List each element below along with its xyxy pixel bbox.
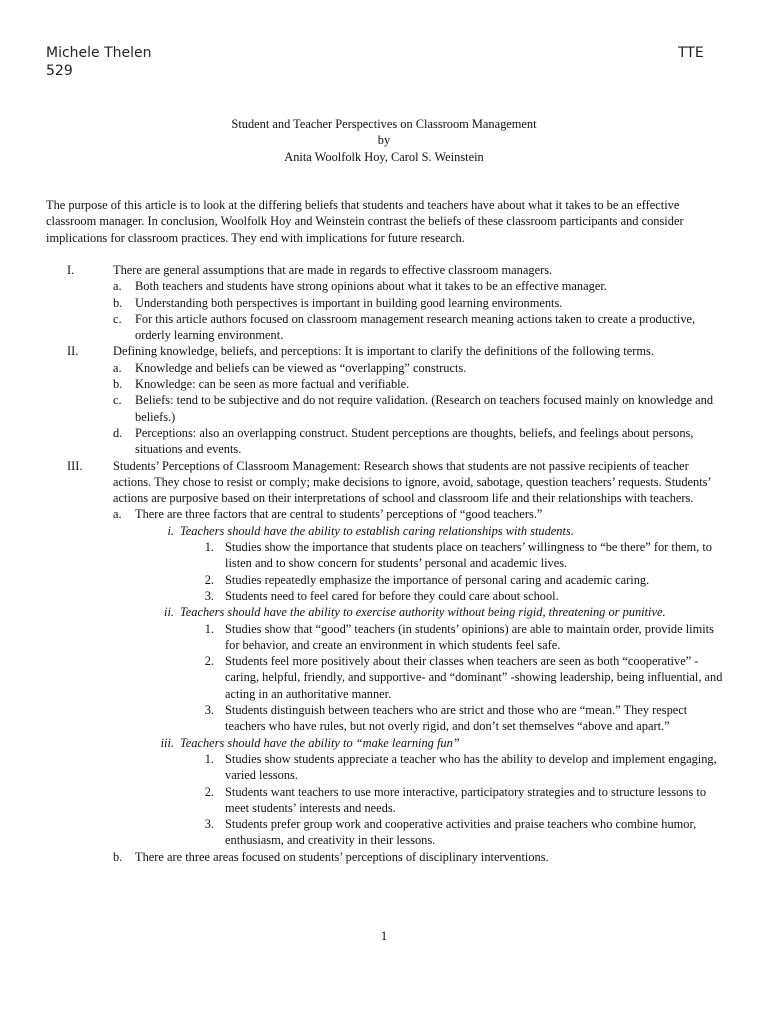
outline-text: Knowledge: can be seen as more factual and verifiable. (135, 377, 410, 392)
outline-marker: ii. (164, 605, 174, 620)
page-number: 1 (380, 928, 388, 943)
article-title-block (0, 116, 768, 165)
outline-marker: I. (67, 263, 75, 277)
outline-text: Studies show students appreciate a teacher who has the ability to develop and implement engaging, varied lessons. (225, 751, 717, 783)
outline-text: Both teachers and students have strong opinions about what it takes to be an effective manager. (135, 279, 607, 294)
outline-item (0, 816, 768, 849)
outline-text: For this article authors focused on classroom management research meaning actions taken to create a productive, orderly learning environment. (135, 311, 696, 343)
outline-text: There are three areas focused on students’ perceptions of disciplinary interventions. (135, 849, 549, 864)
outline-item (0, 588, 768, 604)
outline-marker: a. (113, 507, 122, 522)
outline-marker: c. (113, 393, 122, 408)
outline-text: Teachers should have the ability to establish caring relationships with students. (180, 523, 574, 538)
outline-item (0, 653, 768, 702)
outline-marker: a. (113, 279, 122, 294)
outline-marker: 3. (204, 703, 214, 718)
outline-text: Students prefer group work and cooperative activities and praise teachers who combine humor, enthusiasm, and creativity in their lessons. (225, 817, 697, 848)
outline-marker: 1. (204, 621, 214, 636)
outline-item (0, 735, 768, 751)
outline-marker: c. (113, 311, 122, 326)
intro-paragraph: The purpose of this article is to look at the differing beliefs that students and teachers have about what it takes to be an effective classroom manager. In conclusion, Woolfolk Hoy and Weinstein contrast the beliefs of these classroom participants and consider implications for classroom practices. They end with implications for future research. (46, 198, 684, 245)
outline-item (0, 311, 768, 344)
outline-item (0, 849, 768, 865)
outline-item (0, 360, 768, 376)
outline-marker: III. (67, 458, 83, 473)
outline-text: Perceptions: also an overlapping construct. Student perceptions are thoughts, beliefs, and feelings about persons, situations and events. (135, 425, 694, 457)
outline-item (0, 262, 768, 278)
outline-item (0, 604, 768, 620)
outline-text: There are three factors that are central to students’ perceptions of “good teachers.” (135, 507, 543, 522)
outline-marker: b. (113, 849, 123, 864)
outline-text: Students’ Perceptions of Classroom Management: Research shows that students are not passive recipients of teacher actions. They chose to resist or comply; make decisions to ignore, avoid, sabotage, question teachers’ requests. Students’ actions are purposive based on their interpretations of school and classroom life and their relationships with teachers. (113, 458, 711, 506)
outline-item (0, 278, 768, 294)
article-title: Student and Teacher Perspectives on Classroom Management (231, 117, 537, 131)
outline-text: Studies repeatedly emphasize the importance of personal caring and academic caring. (225, 572, 650, 587)
title-by: by (377, 133, 391, 148)
outline-item (0, 458, 768, 507)
outline-marker: 2. (204, 654, 214, 669)
outline-marker: b. (113, 377, 123, 392)
outline-marker: 3. (204, 588, 214, 603)
outline-text: Students want teachers to use more interactive, participatory strategies and to structure lessons to meet students’ interests and needs. (225, 784, 707, 815)
outline-item (0, 621, 768, 654)
outline-text: There are general assumptions that are made in regards to effective classroom managers. (113, 263, 553, 277)
outline-item (0, 295, 768, 311)
outline-marker: b. (113, 295, 123, 310)
header-left (46, 44, 152, 80)
outline-item (0, 343, 768, 359)
outline-text: Teachers should have the ability to “make learning fun” (180, 735, 460, 750)
outline-marker: iii. (160, 735, 174, 750)
outline-item (0, 702, 768, 735)
outline-marker: 1. (204, 751, 214, 766)
outline-item (0, 506, 768, 522)
outline-item (0, 425, 768, 458)
course-code: TTE (678, 45, 704, 61)
outline-text: Students need to feel cared for before they could care about school. (225, 588, 559, 603)
outline-item (0, 784, 768, 817)
outline-marker: 2. (204, 784, 214, 799)
outline-item (0, 539, 768, 572)
outline-text: Defining knowledge, beliefs, and perceptions: It is important to clarify the definitions of the following terms. (113, 344, 654, 359)
outline-text: Students distinguish between teachers who are strict and those who are “mean.” They respect teachers who have rules, but not overly rigid, and don’t set themselves “above and apart.” (225, 703, 688, 734)
outline-marker: d. (113, 425, 123, 440)
outline-text: Beliefs: tend to be subjective and do not require validation. (Research on teachers focused mainly on knowledge and beliefs.) (135, 393, 714, 424)
outline-text: Understanding both perspectives is important in building good learning environments. (135, 295, 563, 310)
outline-text: Teachers should have the ability to exercise authority without being rigid, threatening or punitive. (180, 605, 666, 620)
outline-text: Studies show that “good” teachers (in students’ opinions) are able to maintain order, provide limits for behavior, and create an environment in which students feel safe. (225, 621, 714, 652)
article-authors: Anita Woolfolk Hoy, Carol S. Weinstein (284, 149, 484, 164)
outline-item (0, 376, 768, 392)
course-number: 529 (46, 63, 73, 79)
outline-marker: a. (113, 360, 122, 375)
outline-text: Knowledge and beliefs can be viewed as “overlapping” constructs. (135, 360, 467, 375)
outline-item (0, 523, 768, 539)
outline-item (0, 392, 768, 425)
outline-marker: 2. (204, 572, 214, 587)
outline-marker: i. (167, 523, 174, 538)
author-name: Michele Thelen (46, 45, 152, 61)
outline-marker: 3. (204, 817, 214, 832)
outline-marker: II. (67, 344, 79, 359)
outline-item (0, 572, 768, 588)
outline-item (0, 751, 768, 784)
outline-text: Students feel more positively about their classes when teachers are seen as both “cooperative” -caring, helpful, friendly, and supportive- and “dominant” -showing leadership, being influential, and acting in an authoritative manner. (225, 654, 723, 701)
outline-text: Studies show the importance that students place on teachers’ willingness to “be there” for them, to listen and to show concern for students’ personal and academic lives. (225, 540, 712, 571)
outline (0, 262, 768, 865)
outline-marker: 1. (204, 540, 214, 555)
